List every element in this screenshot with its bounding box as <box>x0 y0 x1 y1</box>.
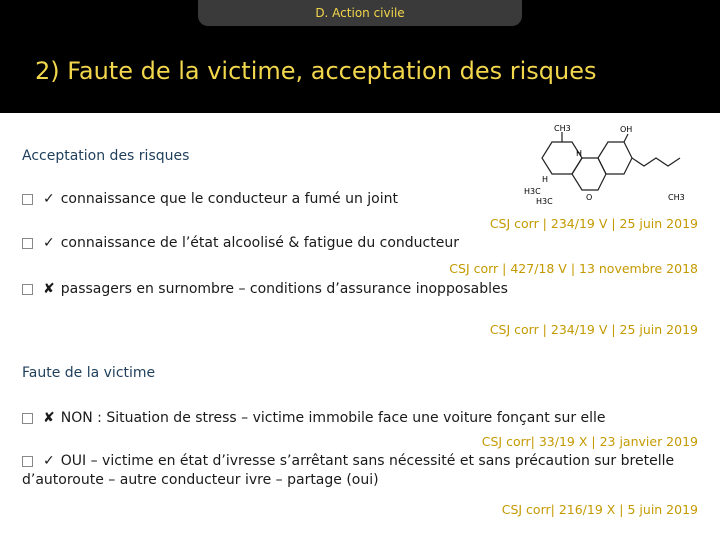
bullet-icon <box>22 194 33 205</box>
case-reference: CSJ corr | 234/19 V | 25 juin 2019 <box>489 216 698 231</box>
check-icon: ✓ <box>43 235 55 251</box>
list-item <box>22 452 712 490</box>
list-item <box>22 281 508 297</box>
case-reference: CSJ corr| 33/19 X | 23 janvier 2019 <box>481 434 698 449</box>
section-tab: D. Action civile <box>198 0 522 26</box>
list-item <box>22 191 398 207</box>
molecule-label-h2: H <box>542 175 549 184</box>
bullet-icon <box>22 238 33 249</box>
thc-molecule-diagram <box>520 120 690 212</box>
cross-icon: ✘ <box>43 410 55 426</box>
section-heading-faute: Faute de la victime <box>22 365 156 381</box>
list-item-text: NON : Situation de stress – victime immobile face une voiture fonçant sur elle <box>60 410 606 426</box>
case-reference: CSJ corr| 216/19 X | 5 juin 2019 <box>501 502 698 517</box>
molecule-label-o: O <box>586 193 593 202</box>
molecule-label-ch3-top: CH3 <box>554 124 571 133</box>
check-icon: ✓ <box>43 191 55 207</box>
molecule-label-h3c-1: H3C <box>524 187 541 196</box>
section-heading-acceptation: Acceptation des risques <box>22 148 190 164</box>
list-item-text: connaissance que le conducteur a fumé un joint <box>60 191 398 207</box>
list-item-text: passagers en surnombre – conditions d’assurance inopposables <box>60 281 508 297</box>
case-reference: CSJ corr | 234/19 V | 25 juin 2019 <box>489 322 698 337</box>
list-item <box>22 410 606 426</box>
cross-icon: ✘ <box>43 281 55 297</box>
bullet-icon <box>22 456 33 467</box>
check-icon: ✓ <box>43 453 55 469</box>
case-reference: CSJ corr | 427/18 V | 13 novembre 2018 <box>449 261 698 276</box>
molecule-label-ch3-right: CH3 <box>668 193 685 202</box>
molecule-label-oh: OH <box>620 125 633 134</box>
slide-header <box>0 0 720 113</box>
molecule-label-h1: H <box>576 149 583 158</box>
list-item-text: OUI – victime en état d’ivresse s’arrêtant sans nécessité et sans précaution sur bretelle d’autoroute – autre conducteur ivre – partage (oui) <box>22 453 675 488</box>
molecule-label-h3c-2: H3C <box>536 197 553 206</box>
list-item-text: connaissance de l’état alcoolisé & fatigue du conducteur <box>60 235 459 251</box>
slide-title: 2) Faute de la victime, acceptation des risques <box>35 57 597 85</box>
list-item <box>22 235 459 251</box>
bullet-icon <box>22 284 33 295</box>
bullet-icon <box>22 413 33 424</box>
